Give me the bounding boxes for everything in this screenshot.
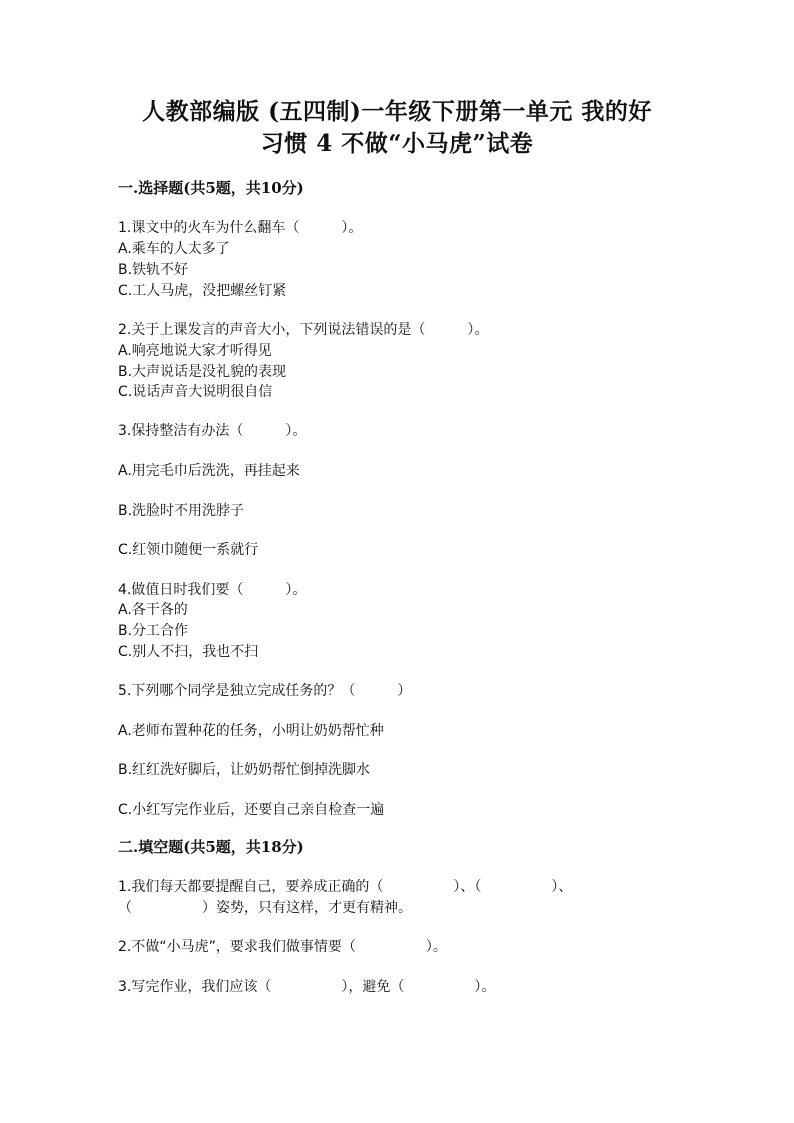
answer-option: A.响亮地说大家才听得见	[118, 343, 272, 359]
question-stem: 1.课文中的火车为什么翻车（ ）。	[118, 220, 363, 236]
answer-option: A.用完毛巾后洗洗，再挂起来	[118, 463, 300, 479]
answer-option: C.说话声音大说明很自信	[118, 384, 273, 400]
question-stem: 2.关于上课发言的声音大小，下列说法错误的是（ ）。	[118, 322, 489, 338]
question-stem: 3.保持整洁有办法（ ）。	[118, 423, 307, 439]
document-title-line-2: 习惯 4 不做“小马虎”试卷	[260, 130, 534, 157]
answer-option: B.铁轨不好	[118, 262, 189, 278]
fill-in-question-line: （ ）姿势，只有这样，才更有精神。	[118, 900, 412, 916]
answer-option: A.乘车的人太多了	[118, 241, 230, 257]
fill-in-question-line: 1.我们每天都要提醒自己，要养成正确的（ ）、（ ）、	[118, 879, 573, 895]
answer-option: A.各干各的	[118, 602, 188, 618]
answer-option: B.洗脸时不用洗脖子	[118, 503, 245, 519]
question-stem: 4.做值日时我们要（ ）。	[118, 582, 307, 598]
answer-option: C.别人不扫，我也不扫	[118, 644, 259, 660]
section-heading-fill-in: 二.填空题(共5题，共18分)	[118, 838, 304, 856]
fill-in-question-line: 3.写完作业，我们应该（ ），避免（ ）。	[118, 979, 496, 995]
document-title-line-1: 人教部编版 (五四制)一年级下册第一单元 我的好	[142, 98, 652, 125]
answer-option: A.老师布置种花的任务，小明让奶奶帮忙种	[118, 723, 384, 739]
section-heading-multiple-choice: 一.选择题(共5题，共10分)	[118, 179, 304, 197]
answer-option: C.小红写完作业后，还要自己亲自检查一遍	[118, 802, 385, 818]
answer-option: C.工人马虎，没把螺丝钉紧	[118, 283, 287, 299]
question-stem: 5.下列哪个同学是独立完成任务的？（ ）	[118, 683, 412, 699]
answer-option: B.红红洗好脚后，让奶奶帮忙倒掉洗脚水	[118, 762, 371, 778]
answer-option: B.大声说话是没礼貌的表现	[118, 364, 287, 380]
answer-option: B.分工合作	[118, 623, 189, 639]
fill-in-question-line: 2.不做“小马虎”，要求我们做事情要（ ）。	[118, 939, 447, 955]
answer-option: C.红领巾随便一系就行	[118, 542, 259, 558]
